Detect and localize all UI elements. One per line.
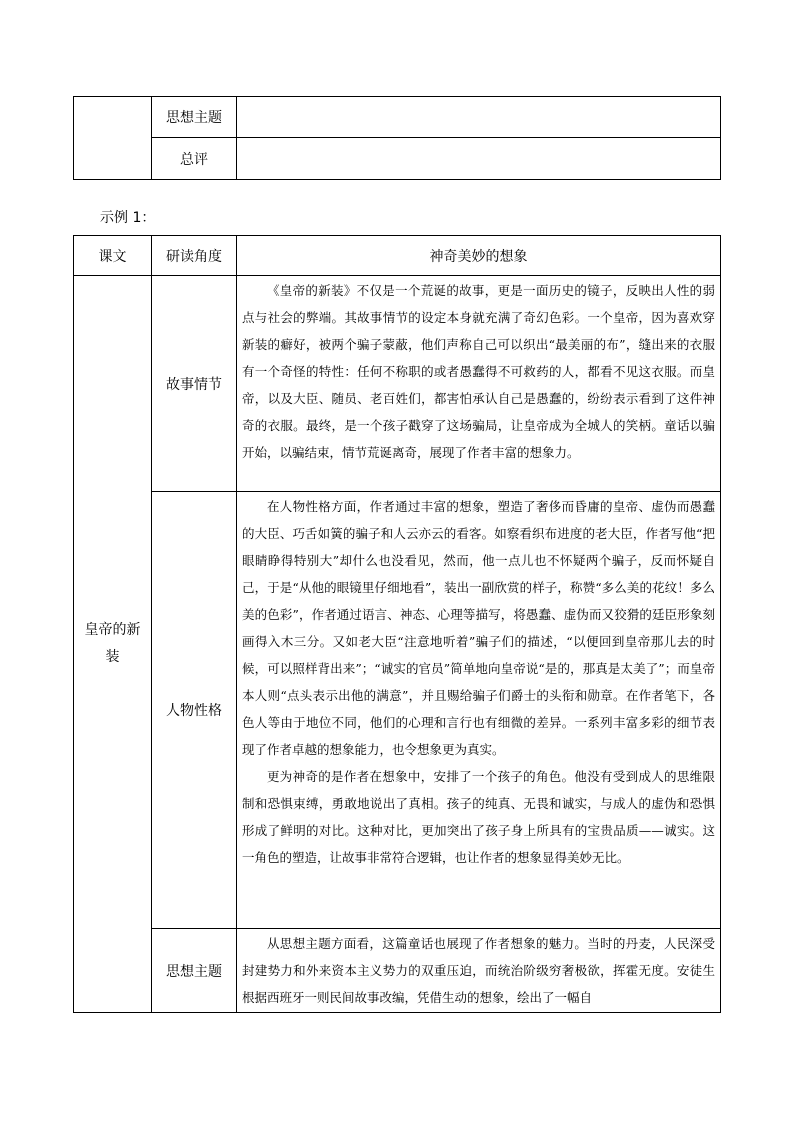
table-row — [74, 929, 721, 1013]
header-row — [74, 236, 721, 276]
header-lesson: 课文 — [74, 236, 152, 276]
example-label: 示例 1： — [100, 210, 156, 226]
paragraph: 更为神奇的是作者在想象中，安排了一个孩子的角色。他没有受到成人的思维限制和恐惧束缚，勇敢地说出了真相。孩子的纯真、无畏和诚实，与成人的虚伪和恐惧形成了鲜明的对比。这种对比，更加突出了孩子身上所具有的宝贵品质——诚实。这一角色的塑造，让故事非常符合逻辑，也让作者的想象显得美妙无比。 — [242, 769, 715, 865]
content-theme-cell — [237, 929, 721, 1013]
header-content: 神奇美妙的想象 — [237, 236, 721, 276]
table-row — [74, 492, 721, 929]
table-row — [74, 276, 721, 492]
lesson-title: 皇帝的新装 — [84, 622, 141, 665]
summary-label: 总评 — [152, 138, 237, 180]
header-angle: 研读角度 — [152, 236, 237, 276]
paragraph: 从思想主题方面看，这篇童话也展现了作者想象的魅力。当时的丹麦，人民深受封建势力和外来资本主义势力的双重压迫，而统治阶级穷奢极欲，挥霍无度。安徒生根据西班牙一则民间故事改编，凭借生动的想象，绘出了一幅自 — [242, 936, 715, 1005]
theme-cell — [237, 97, 721, 138]
paragraph: 在人物性格方面，作者通过丰富的想象，塑造了奢侈而昏庸的皇帝、虚伪而愚蠢的大臣、巧舌如簧的骗子和人云亦云的看客。如察看织布进度的老大臣，作者写他“把眼睛睁得特别大”却什么也没看见，然而，他一点儿也不怀疑两个骗子，反而怀疑自己，于是“从他的眼镜里仔细地看”，装出一副欣赏的样子，称赞“多么美的花纹！多么美的色彩”，作者通过语言、神态、心理等描写，将愚蠢、虚伪而又狡猾的廷臣形象刻画得入木三分。又如老大臣“注意地听着”骗子们的描述，“以便回到皇帝那儿去的时候，可以照样背出来”；“诚实的官员”简单地向皇帝说“是的，那真是太美了”；而皇帝本人则“点头表示出他的满意”，并且赐给骗子们爵士的头衔和勋章。在作者笔下，各色人等由于地位不同，他们的心理和言行也有细微的差异。一系列丰富多彩的细节表现了作者卓越的想象能力，也令想象更为真实。 — [242, 499, 715, 757]
theme-label: 思想主题 — [152, 97, 237, 138]
paragraph: 《皇帝的新装》不仅是一个荒诞的故事，更是一面历史的镜子，反映出人性的弱点与社会的弊端。其故事情节的设定本身就充满了奇幻色彩。一个皇帝，因为喜欢穿新装的癖好，被两个骗子蒙蔽，他们声称自己可以织出“最美丽的布”，缝出来的衣服有一个奇怪的特性：任何不称职的或者愚蠢得不可救药的人，都看不见这衣服。而皇帝，以及大臣、随员、老百姓们，都害怕承认自己是愚蠢的，纷纷表示看到了这件神奇的衣服。最终，是一个孩子戳穿了这场骗局，让皇帝成为全城人的笑柄。童话以骗开始，以骗结束，情节荒诞离奇，展现了作者丰富的想象力。 — [242, 283, 715, 460]
content-character-cell — [237, 492, 721, 929]
top-table-blank-cell — [74, 97, 152, 180]
angle-character: 人物性格 — [152, 492, 237, 929]
main-table — [73, 235, 721, 1013]
angle-theme: 思想主题 — [152, 929, 237, 1013]
lesson-title-cell — [74, 276, 152, 1013]
angle-plot: 故事情节 — [152, 276, 237, 492]
summary-cell — [237, 138, 721, 180]
content-plot-cell — [237, 276, 721, 492]
top-table — [73, 96, 721, 180]
